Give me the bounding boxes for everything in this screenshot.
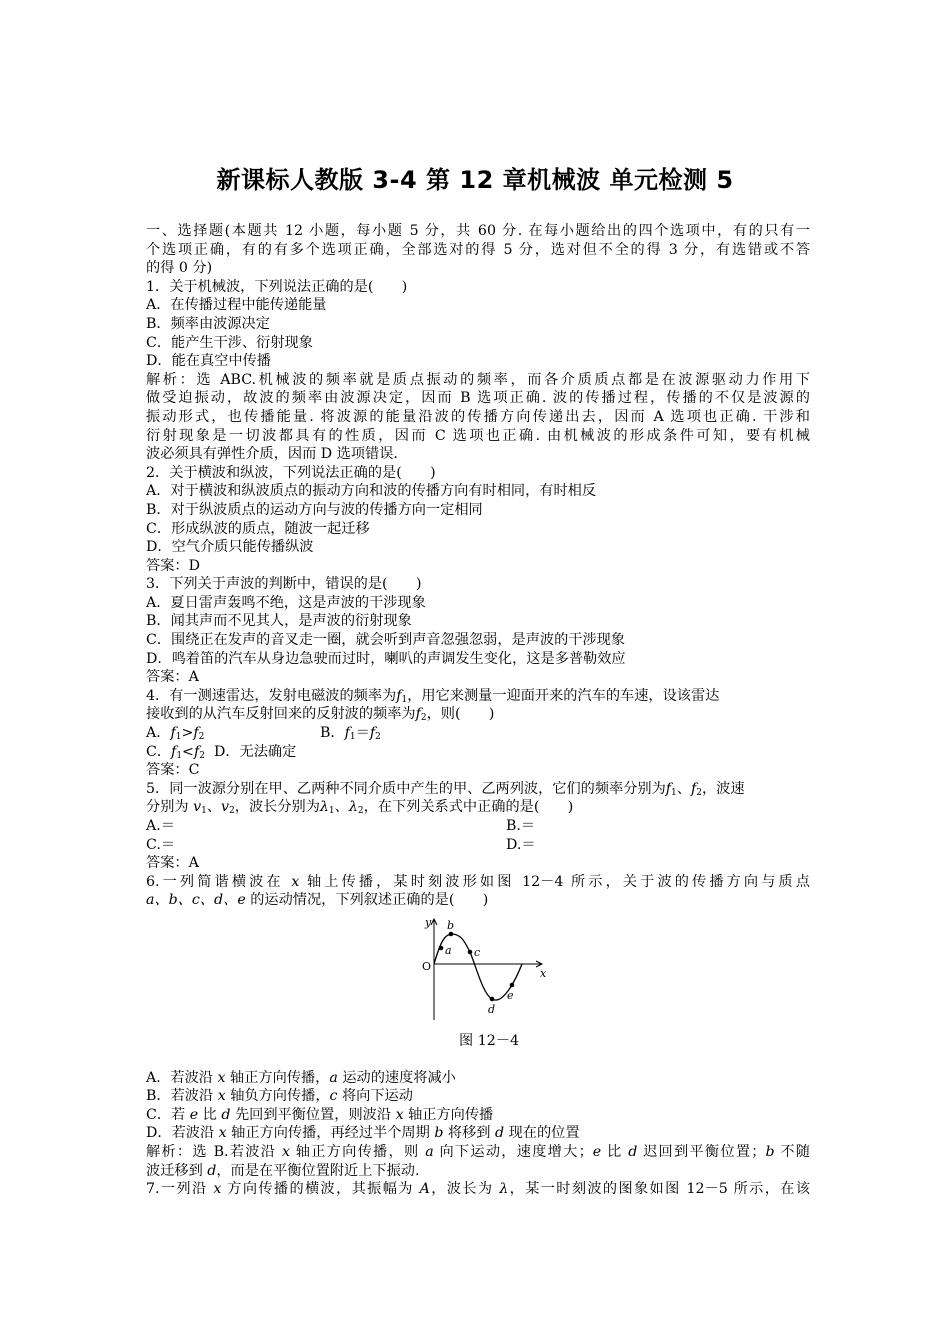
- question-3-option: A．夏日雷声轰鸣不绝，这是声波的干涉现象: [146, 594, 426, 611]
- question-2-answer: 答案：D: [146, 557, 200, 574]
- question-1-option: B．频率由波源决定: [146, 315, 270, 332]
- question-5-stem: 5．同一波源分别在甲、乙两种不同介质中产生的甲、乙两列波，它们的频率分别为$f_1$、$f_2$，波速: [146, 780, 745, 798]
- question-2-stem: 2．关于横波和纵波，下列说法正确的是( ): [146, 464, 436, 481]
- question-6-option-c: C．若 e 比 d 先回到平衡位置，则波沿 x 轴正方向传播: [146, 1106, 494, 1123]
- question-6-option-d: D．若波沿 x 轴正方向传播，再经过半个周期 b 将移到 d 现在的位置: [146, 1125, 580, 1142]
- question-1-analysis: 解析：选 ABC.机械波的频率就是质点振动的频率，而各介质质点都是在波源驱动力作用下: [146, 371, 810, 388]
- question-6-stem: 6.一列简谐横波在 x 轴上传播，某时刻波形如图 12－4 所示，关于波的传播方向与质点: [146, 873, 810, 890]
- question-6-option-a: A．若波沿 x 轴正方向传播，a 运动的速度将减小: [146, 1069, 456, 1086]
- question-4-stem: 4．有一测速雷达，发射电磁波的频率为$f_1$，用它来测量一迎面开来的汽车的车速，设该雷达: [146, 687, 720, 705]
- question-1-analysis: 波必须具有弹性介质，因而 D 选项错误.: [146, 446, 398, 463]
- question-2-option: A．对于横波和纵波质点的振动方向和波的传播方向有时相同，有时相反: [146, 483, 597, 500]
- point-b-dot: [449, 932, 454, 937]
- question-3-option: D．鸣着笛的汽车从身边急驶而过时，喇叭的声调发生变化，这是多普勒效应: [146, 650, 626, 667]
- question-6-option-b: B．若波沿 x 轴负方向传播，c 将向下运动: [146, 1088, 413, 1105]
- question-5-option-b: B.＝: [506, 818, 536, 834]
- question-4-option-c: C．$f_1<f_2$: [146, 743, 205, 761]
- question-7-stem: 7.一列沿 x 方向传播的横波，其振幅为 A，波长为 λ，某一时刻波的图象如图 12－5 所示，在该: [146, 1181, 810, 1198]
- document-body: [146, 222, 810, 1199]
- question-6-analysis: 解析：选 B.若波沿 x 轴正方向传播，则 a 向下运动，速度增大；e 比 d 迟回到平衡位置；b 不随: [146, 1143, 810, 1160]
- point-e-dot: [510, 983, 515, 988]
- question-4-option-d: D．无法确定: [213, 743, 297, 760]
- point-c-label: c: [474, 945, 481, 959]
- question-2-option: B．对于纵波质点的运动方向与波的传播方向一定相同: [146, 501, 483, 518]
- question-5-option-c: C.＝: [146, 836, 176, 853]
- question-5-answer: 答案：A: [146, 855, 199, 872]
- question-5-options-row: [146, 836, 810, 855]
- point-a-dot: [439, 946, 444, 951]
- point-d-dot: [490, 997, 495, 1002]
- question-2-option: D．空气介质只能传播纵波: [146, 539, 314, 556]
- question-3-answer: 答案：A: [146, 669, 199, 686]
- question-3-stem: 3．下列关于声波的判断中，错误的是( ): [146, 576, 422, 593]
- intro-line: 的得 0 分): [146, 260, 213, 277]
- question-4-options-row: [146, 724, 810, 743]
- question-6-stem: a、b、c、d、e 的运动情况，下列叙述正确的是( ): [146, 892, 489, 909]
- point-b-label: b: [447, 918, 455, 932]
- question-5-option-a: A.＝: [146, 818, 175, 834]
- y-axis-label: y: [425, 915, 432, 929]
- question-4-answer: 答案：C: [146, 762, 200, 779]
- question-1-analysis: 衍射现象是一切波都具有的性质，因而 C 选项也正确. 由机械波的形成条件可知，要有机械: [146, 427, 810, 444]
- question-5-option-d: D.＝: [506, 836, 536, 853]
- x-axis-label: x: [540, 966, 547, 980]
- question-1-option: D．能在真空中传播: [146, 353, 271, 370]
- origin-label: O: [422, 959, 432, 973]
- point-c-dot: [468, 950, 473, 955]
- document-title: 新课标人教版 3-4 第 12 章机械波 单元检测 5: [216, 166, 734, 194]
- question-4-option-a: A．$f_1>f_2$: [146, 725, 205, 743]
- question-5-stem: 分别为 $v_1$、$v_2$，波长分别为$\lambda_1$、$\lambda_2$，在下列关系式中正确的是( ): [146, 799, 574, 817]
- question-2-option: C．形成纵波的质点，随波一起迁移: [146, 520, 370, 537]
- question-3-option: C．围绕正在发声的音叉走一圈，就会听到声音忽强忽弱，是声波的干涉现象: [146, 632, 626, 649]
- question-1-stem: 1．关于机械波，下列说法正确的是( ): [146, 278, 408, 295]
- point-a-label: a: [445, 943, 452, 957]
- question-1-option: C．能产生干涉、衍射现象: [146, 334, 313, 351]
- question-4-options-row: [146, 743, 810, 762]
- question-3-option: B．闻其声而不见其人，是声波的衍射现象: [146, 613, 412, 630]
- question-5-options-row: [146, 817, 810, 836]
- point-d-label: d: [488, 1002, 496, 1016]
- question-1-analysis: 振动形式，也传播能量. 将波源的能量沿波的传播方向传递出去，因而 A 选项也正确. 干涉和: [146, 408, 810, 425]
- question-1-option: A．在传播过程中能传递能量: [146, 297, 327, 314]
- intro-line: 一、选择题(本题共 12 小题，每小题 5 分，共 60 分. 在每小题给出的四个选项中，有的只有一: [146, 223, 810, 239]
- figure-caption: 图 12－4: [459, 1032, 519, 1049]
- point-e-label: e: [507, 988, 514, 1002]
- wave-graph: [406, 914, 696, 1028]
- question-4-option-b: B．$f_1=f_2$: [320, 725, 381, 743]
- intro-line: 个选项正确，有的有多个选项正确，全部选对的得 5 分，选对但不全的得 3 分，有选错或不答: [146, 241, 810, 258]
- question-6-analysis: 波迁移到 d，而是在平衡位置附近上下振动.: [146, 1162, 420, 1179]
- question-1-analysis: 做受迫振动，故波的频率由波源决定，因而 B 选项正确. 波的传播过程，传播的不仅是波源的: [146, 390, 810, 407]
- wave-figure: [146, 914, 810, 1028]
- question-4-stem: 接收到的从汽车反射回来的反射波的频率为$f_2$，则( ): [146, 706, 495, 724]
